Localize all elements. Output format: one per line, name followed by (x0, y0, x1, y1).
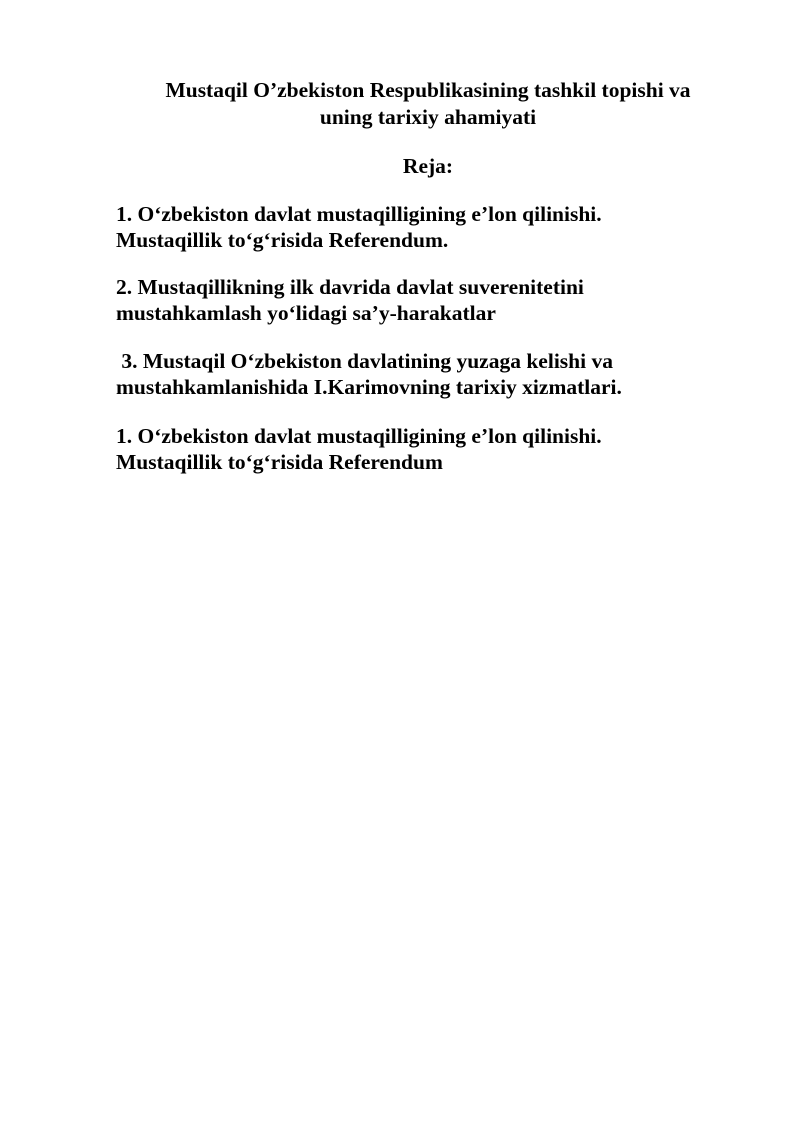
paragraph-line: 3. Mustaqil O‘zbekiston davlatining yuzaga kelishi va (116, 349, 613, 373)
paragraph-line: mustahkamlanishida I.Karimovning tarixiy xizmatlari. (116, 375, 622, 399)
paragraph-line: 2. Mustaqillikning ilk davrida davlat suverenitetini (116, 275, 584, 299)
plan-item-3 (116, 348, 736, 400)
title-line: Mustaqil O’zbekiston Respublikasining tashkil topishi va (165, 78, 691, 102)
paragraph-line: mustahkamlash yo‘lidagi sa’y-harakatlar (116, 301, 496, 325)
document-title (118, 77, 738, 131)
title-line: uning tarixiy ahamiyati (319, 105, 537, 129)
paragraph-line: 1. O‘zbekiston davlat mustaqilligining e’lon qilinishi. (116, 424, 602, 448)
plan-heading: Reja: (402, 154, 454, 178)
section-heading-1 (116, 423, 736, 475)
plan-item-1 (116, 201, 736, 253)
paragraph-line: Mustaqillik to‘g‘risida Referendum (116, 450, 443, 474)
paragraph-line: 1. O‘zbekiston davlat mustaqilligining e’lon qilinishi. (116, 202, 602, 226)
plan-item-2 (116, 274, 736, 326)
paragraph-line: Mustaqillik to‘g‘risida Referendum. (116, 228, 449, 252)
